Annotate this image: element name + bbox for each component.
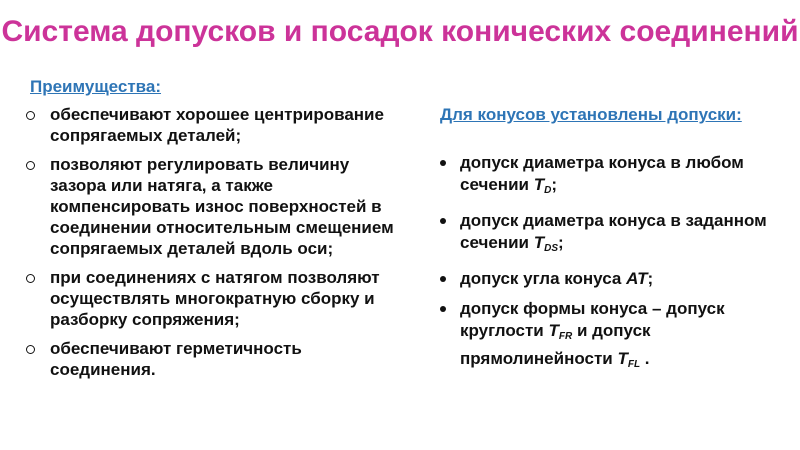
tolerances-list [434,152,769,384]
tolerance-item-end: . [640,349,650,368]
tolerance-subscript: FR [558,331,573,342]
tolerance-item-text: допуск угла конуса [460,269,627,288]
tolerance-symbol: T [533,233,545,252]
tolerance-subscript: DS [544,243,558,254]
tolerance-symbol: T [617,349,628,368]
advantage-item-text: при соединениях с натягом позволяют осуществлять многократную сборку и разборку сопряжения; [50,268,380,329]
tolerance-item-end: ; [558,233,564,252]
tolerance-item [434,268,769,290]
advantage-item [22,338,407,380]
advantage-item-text: позволяют регулировать величину зазора или натяга, а также компенсировать износ поверхностей в соединении относительным смещением сопрягаемых деталей вдоль оси; [50,155,394,258]
advantage-item-text: обеспечивают хорошее центрирование сопрягаемых деталей; [50,105,384,145]
hollow-circle-bullet-icon [26,345,35,354]
tolerance-item-end: ; [647,269,654,288]
tolerance-item-end: ; [551,175,557,194]
hollow-circle-bullet-icon [26,111,35,120]
tolerance-subscript: D [544,185,552,196]
hollow-circle-bullet-icon [26,274,35,283]
tolerance-symbol: T [548,321,559,340]
tolerance-item-text: допуск диаметра конуса в заданном сечении [460,211,767,252]
filled-dot-bullet-icon [440,306,446,312]
filled-dot-bullet-icon [440,160,446,166]
advantages-list [22,104,407,388]
tolerance-item [434,298,769,376]
tolerance-symbol: AT [626,269,648,288]
tolerance-item-middle: и допуск прямолинейности [460,321,651,368]
tolerance-item-text: допуск формы конуса – допуск круглости [460,299,725,340]
advantage-item [22,267,407,330]
tolerance-subscript: FL [627,359,641,370]
tolerance-symbol: T [533,175,545,194]
filled-dot-bullet-icon [440,276,446,282]
hollow-circle-bullet-icon [26,161,35,170]
filled-dot-bullet-icon [440,218,446,224]
advantage-item [22,104,407,146]
advantage-item [22,154,407,259]
advantage-item-text: обеспечивают герметичность соединения. [50,339,302,379]
tolerance-item [434,210,769,260]
advantages-heading: Преимущества: [30,77,162,96]
tolerances-heading: Для конусов установлены допуски: [440,105,742,124]
tolerance-item-text: допуск диаметра конуса в любом сечении [460,153,744,194]
slide-title: Система допусков и посадок конических соединений [1,15,799,48]
tolerance-item [434,152,769,202]
